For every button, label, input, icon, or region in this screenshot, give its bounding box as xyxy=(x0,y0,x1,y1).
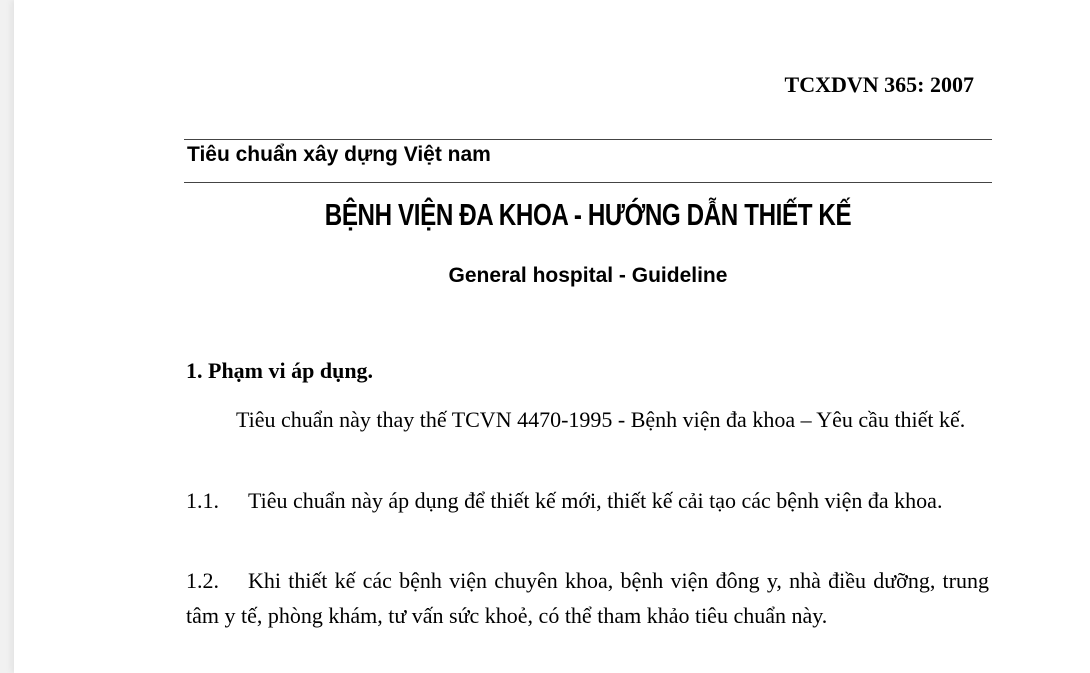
clause-paragraph xyxy=(186,483,989,518)
header-rule-top xyxy=(184,139,992,140)
clause-paragraph xyxy=(186,563,989,633)
clause-number: 1.1. xyxy=(186,488,219,513)
standard-series-label: Tiêu chuẩn xây dựng Việt nam xyxy=(187,143,491,166)
clause-text: Khi thiết kế các bệnh viện chuyên khoa, bệnh viện đông y, nhà điều dưỡng, trung tâm y tế, phòng khám, tư vấn sức khoẻ, có thể tham khảo tiêu chuẩn này. xyxy=(186,568,989,628)
document-subtitle: General hospital - Guideline xyxy=(448,264,728,287)
document-page xyxy=(14,0,1090,673)
clause-number: 1.2. xyxy=(186,568,219,593)
section-heading: 1. Phạm vi áp dụng. xyxy=(186,358,374,383)
intro-paragraph: Tiêu chuẩn này thay thế TCVN 4470-1995 - Bệnh viện đa khoa – Yêu cầu thiết kế. xyxy=(236,407,966,432)
header-rule-bottom xyxy=(184,182,992,183)
standard-code: TCXDVN 365: 2007 xyxy=(784,72,974,97)
document-title: BỆNH VIỆN ĐA KHOA - HƯỚNG DẪN THIẾT KẾ xyxy=(324,197,852,232)
clause-text: Tiêu chuẩn này áp dụng để thiết kế mới, thiết kế cải tạo các bệnh viện đa khoa. xyxy=(248,488,943,513)
